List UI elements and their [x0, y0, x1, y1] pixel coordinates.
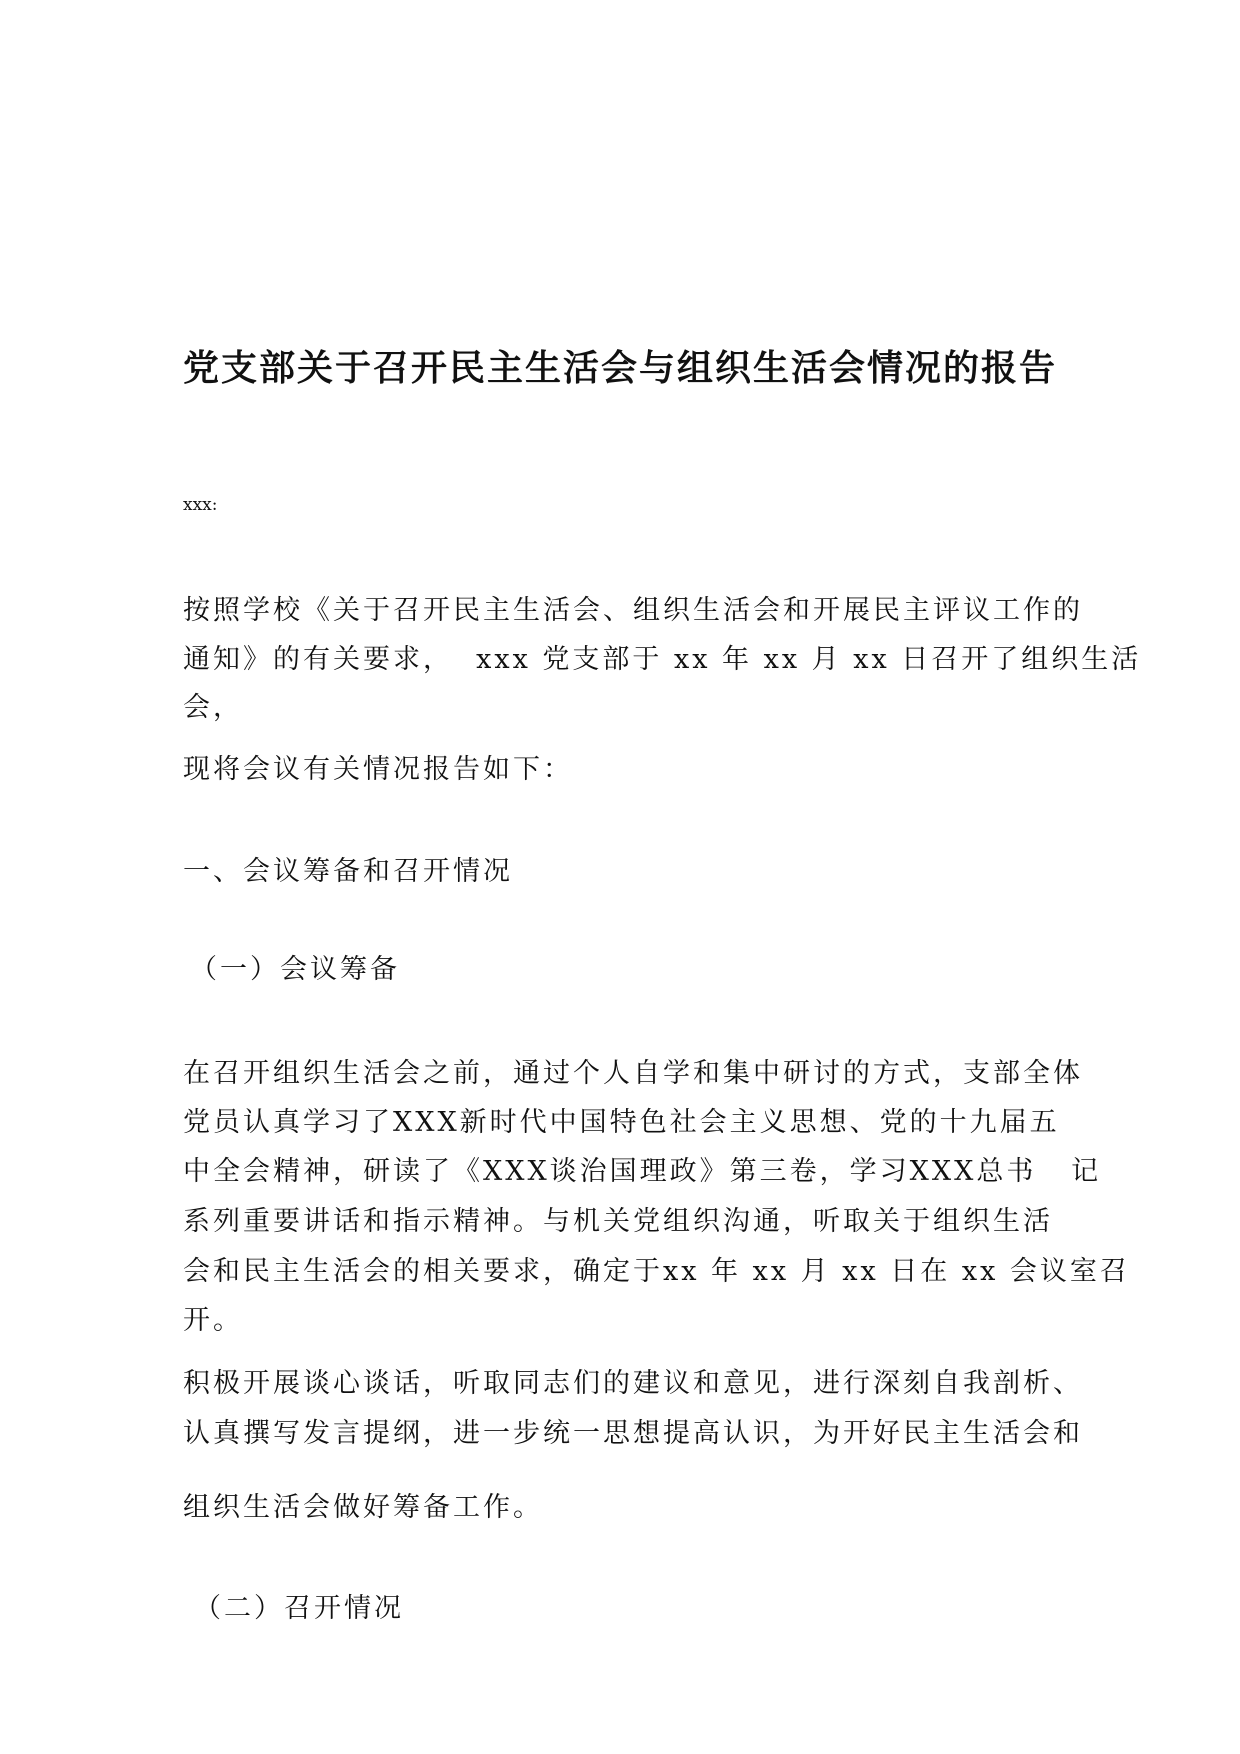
- body-line: 党员认真学习了XXX新时代中国特色社会主义思想、党的十九届五: [183, 1107, 1060, 1138]
- document-title: 党支部关于召开民主生活会与组织生活会情况的报告: [182, 347, 1057, 389]
- section-heading: 一、会议筹备和召开情况: [183, 856, 513, 887]
- body-line: 现将会议有关情况报告如下：: [183, 754, 573, 785]
- body-line: 认真撰写发言提纲，进一步统一思想提高认识，为开好民主生活会和: [183, 1418, 1083, 1449]
- body-line: 通知》的有关要求， xxx 党支部于 xx 年 xx 月 xx 日召开了组织生活: [183, 644, 1142, 675]
- body-line: 会和民主生活会的相关要求，确定于xx 年 xx 月 xx 日在 xx 会议室召: [183, 1256, 1130, 1287]
- body-line: 组织生活会做好筹备工作。: [183, 1492, 543, 1523]
- subsection-heading: （二）召开情况: [194, 1593, 404, 1624]
- body-line: 开。: [183, 1305, 243, 1336]
- body-line: 中全会精神，研读了《XXX谈治国理政》第三卷，学习XXX总书 记: [183, 1156, 1102, 1187]
- body-line: 系列重要讲话和指示精神。与机关党组织沟通，听取关于组织生活: [183, 1206, 1053, 1237]
- body-line: 在召开组织生活会之前，通过个人自学和集中研讨的方式，支部全体: [183, 1058, 1083, 1089]
- body-line: 会，: [183, 692, 243, 723]
- body-line: 积极开展谈心谈话，听取同志们的建议和意见，进行深刻自我剖析、: [183, 1368, 1083, 1399]
- salutation: xxx:: [183, 495, 218, 515]
- subsection-heading: （一）会议筹备: [190, 954, 400, 985]
- body-line: 按照学校《关于召开民主生活会、组织生活会和开展民主评议工作的: [183, 595, 1083, 626]
